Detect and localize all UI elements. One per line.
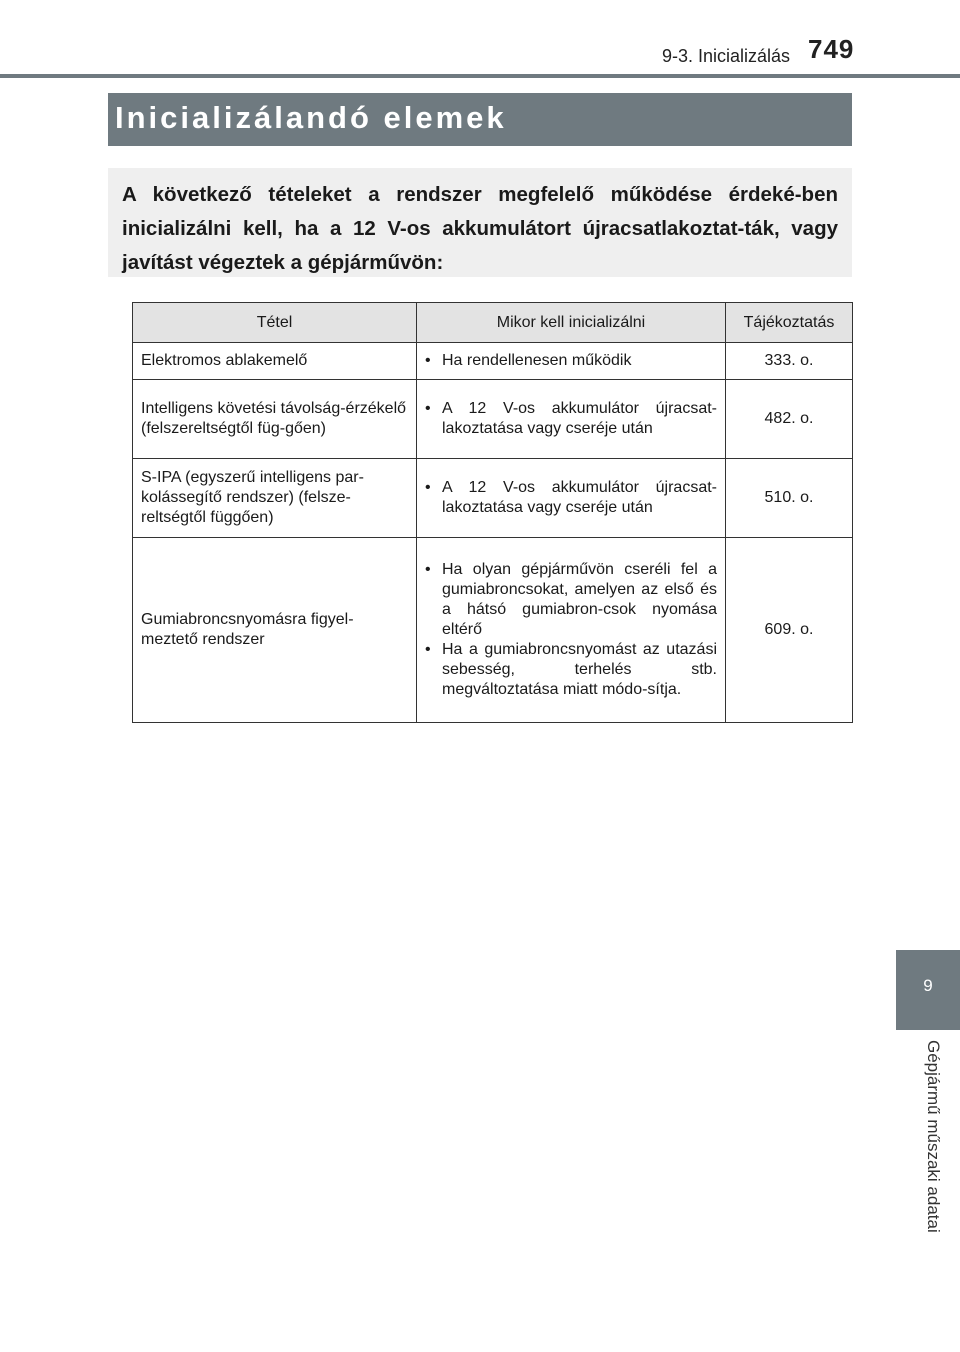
chapter-label: Gépjármű műszaki adatai — [924, 1040, 943, 1233]
table-row — [133, 459, 853, 538]
page-title: Inicializálandó elemek — [115, 100, 507, 135]
item-cell: Elektromos ablakemelő — [133, 343, 417, 380]
item-cell: Intelligens követési távolság-érzékelő (felszereltségtől füg-gően) — [133, 380, 417, 459]
intro-box — [108, 168, 852, 277]
reference-cell: 333. o. — [726, 343, 853, 380]
table-row — [133, 380, 853, 459]
section-title: 9-3. Inicializálás — [661, 46, 790, 66]
item-cell: Gumiabroncsnyomásra figyel-meztető rendszer — [133, 538, 417, 723]
when-item: • A 12 V-os akkumulátor újracsat-lakoztatása vagy cseréje után — [425, 478, 717, 518]
header-divider — [0, 74, 960, 78]
reference-cell: 510. o. — [726, 459, 853, 538]
when-cell — [417, 380, 726, 459]
chapter-number: 9 — [923, 976, 933, 995]
column-header-when: Mikor kell inicializálni — [417, 303, 726, 343]
when-item: • Ha a gumiabroncsnyomást az utazási sebesség, terhelés stb. megváltoztatása miatt módo-sítja. — [425, 640, 717, 700]
chapter-tab — [896, 950, 960, 1030]
when-list — [425, 351, 717, 371]
column-header-reference: Tájékoztatás — [726, 303, 853, 343]
reference-cell: 609. o. — [726, 538, 853, 723]
when-item: • Ha olyan gépjárművön cseréli fel a gumiabroncsokat, amelyen az első és a hátsó gumiabron-csok nyomása eltérő — [425, 560, 717, 640]
when-cell — [417, 343, 726, 380]
when-list — [425, 478, 717, 518]
when-item: • A 12 V-os akkumulátor újracsat-lakoztatása vagy cseréje után — [425, 399, 717, 439]
when-cell — [417, 459, 726, 538]
item-cell: S-IPA (egyszerű intelligens par-kolássegítő rendszer) (felsze-reltségtől függően) — [133, 459, 417, 538]
page-number: 749 — [808, 34, 855, 64]
initialization-table — [132, 302, 853, 723]
when-cell — [417, 538, 726, 723]
table-row — [133, 343, 853, 380]
table-row — [133, 538, 853, 723]
intro-text: A következő tételeket a rendszer megfelelő működése érdeké-ben inicializálni kell, ha a 12 V-os akkumulátort újracsatlakoztat-ták, vagy javítást végeztek a gépjárművön: — [122, 183, 838, 274]
table-header-row — [133, 303, 853, 343]
when-item: • Ha rendellenesen működik — [425, 351, 717, 371]
column-header-item: Tétel — [133, 303, 417, 343]
when-list — [425, 399, 717, 439]
when-list — [425, 560, 717, 700]
reference-cell: 482. o. — [726, 380, 853, 459]
